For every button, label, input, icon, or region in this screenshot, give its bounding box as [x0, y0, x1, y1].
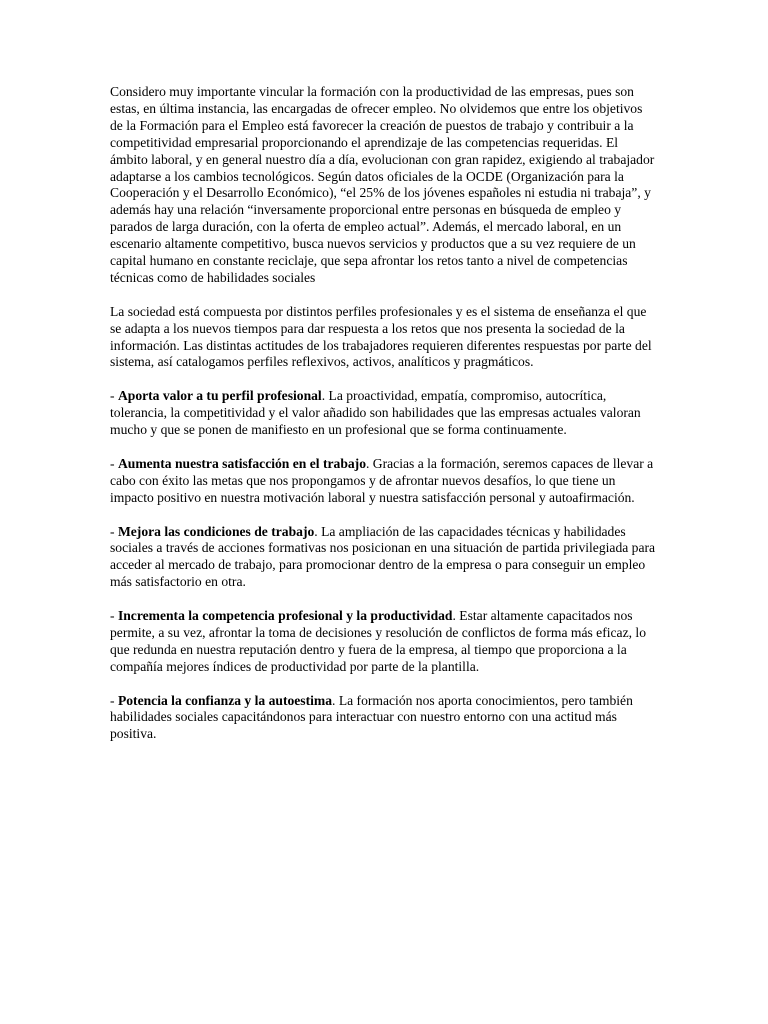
benefit-heading: Mejora las condiciones de trabajo [117, 523, 315, 539]
benefit-bullet: - [110, 692, 118, 708]
benefit-item-competence [110, 608, 658, 676]
benefit-bullet: - [110, 523, 118, 539]
benefit-text: . La formación nos aporta conocimientos, pero también habilidades sociales capacitándonos para interactuar con nuestro entorno con una actitud más positiva. [110, 692, 633, 742]
benefit-bullet: - [110, 608, 118, 624]
intro-paragraph: Considero muy importante vincular la formación con la productividad de las empresas, pues son estas, en última instancia, las encargadas de ofrecer empleo. No olvidemos que entre los objetivos de la Formación para el Empleo está favorecer la creación de puestos de trabajo y contribuir a la competitividad empresarial proporcionando el aprendizaje de las competencias requeridas. El ámbito laboral, y en general nuestro día a día, evolucionan con gran rapidez, exigiendo al trabajador adaptarse a los cambios tecnológicos. Según datos oficiales de la OCDE (Organización para la Cooperación y el Desarrollo Económico), “el 25% de los jóvenes españoles ni estudia ni trabaja”, y además hay una relación “inversamente proporcional entre personas en búsqueda de empleo y parados de larga duración, con la oferta de empleo actual”. Además, el mercado laboral, en un escenario altamente competitivo, busca nuevos servicios y productos que a su vez requiere de un capital humano en constante reciclaje, que sepa afrontar los retos tanto a nivel de competencias técnicas como de habilidades sociales [110, 84, 655, 285]
benefit-text: . La proactividad, empatía, compromiso, autocrítica, tolerancia, la competitividad y el valor añadido son habilidades que las empresas actuales valoran mucho y que se ponen de manifiesto en un profesional que se forma continuamente. [110, 388, 641, 438]
benefit-text: . La ampliación de las capacidades técnicas y habilidades sociales a través de acciones formativas nos posicionan en una situación de partida privilegiada para acceder al mercado de trabajo, para promocionar dentro de la empresa o para conseguir un empleo más satisfactorio en otra. [110, 523, 656, 590]
benefit-text: . Gracias a la formación, seremos capaces de llevar a cabo con éxito las metas que nos propongamos y de afrontar nuevos desafíos, lo que tiene un impacto positivo en nuestra motivación laboral y nuestra satisfacción personal y autoafirmación. [110, 455, 654, 505]
document-body [110, 84, 658, 760]
benefit-heading: Aporta valor a tu perfil profesional [117, 388, 322, 404]
benefit-heading: Aumenta nuestra satisfacción en el trabajo [117, 455, 366, 471]
benefit-heading: Potencia la confianza y la autoestima [117, 692, 333, 708]
benefit-bullet: - [110, 388, 118, 404]
benefit-item-satisfaction [110, 456, 658, 507]
profiles-paragraph: La sociedad está compuesta por distintos perfiles profesionales y es el sistema de enseñanza el que se adapta a los nuevos tiempos para dar respuesta a los retos que nos presenta la sociedad de la información. Las distintas actitudes de los trabajadores requieren diferentes respuestas por parte del sistema, así catalogamos perfiles reflexivos, activos, analíticos y pragmáticos. [110, 303, 652, 370]
benefit-item-confidence [110, 693, 658, 744]
benefit-heading: Incrementa la competencia profesional y la productividad [117, 608, 453, 624]
benefit-bullet: - [110, 455, 118, 471]
benefit-item-conditions [110, 524, 658, 592]
benefit-text: . Estar altamente capacitados nos permite, a su vez, afrontar la toma de decisiones y resolución de conflictos de forma más eficaz, lo que redunda en nuestra reputación dentro y fuera de la empresa, al tiempo que proporciona a la compañía mejores índices de productividad por parte de la plantilla. [110, 608, 646, 674]
benefit-item-value [110, 388, 658, 439]
